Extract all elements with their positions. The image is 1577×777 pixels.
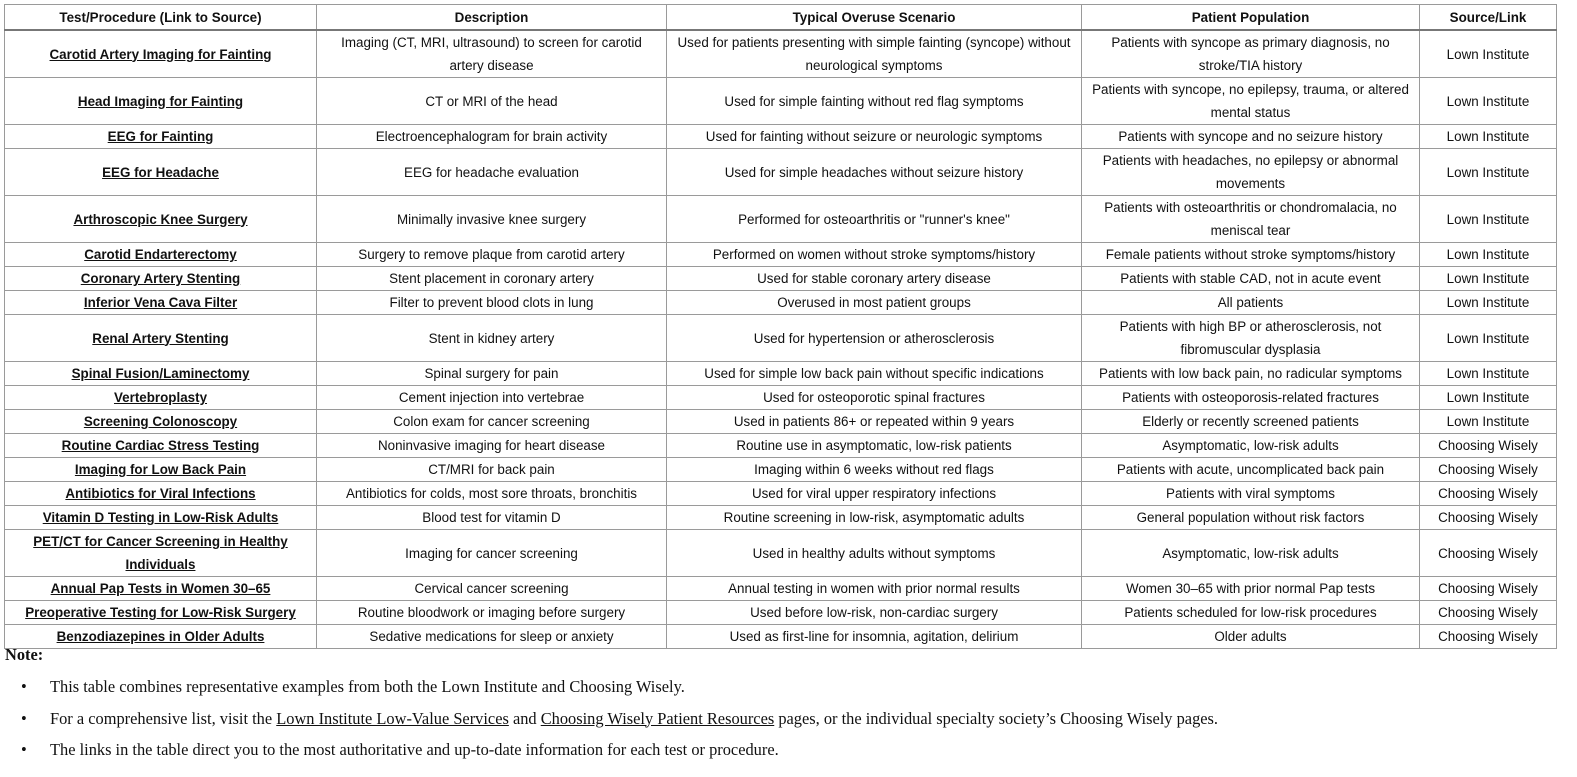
- scenario-cell: Annual testing in women with prior normal results: [667, 577, 1082, 601]
- population-cell: Patients with viral symptoms: [1082, 482, 1420, 506]
- scenario-cell: Used for patients presenting with simple fainting (syncope) without neurological symptoms: [667, 30, 1082, 78]
- description-cell: Sedative medications for sleep or anxiety: [317, 625, 667, 649]
- scenario-cell: Used for stable coronary artery disease: [667, 267, 1082, 291]
- population-cell: Patients with headaches, no epilepsy or abnormal movements: [1082, 149, 1420, 196]
- header-patient-population: Patient Population: [1082, 5, 1420, 31]
- scenario-cell: Used for hypertension or atherosclerosis: [667, 315, 1082, 362]
- source-cell: Lown Institute: [1420, 315, 1557, 362]
- description-cell: CT/MRI for back pain: [317, 458, 667, 482]
- table-row: [5, 315, 1557, 362]
- population-cell: Patients with syncope, no epilepsy, trauma, or altered mental status: [1082, 78, 1420, 125]
- description-cell: Filter to prevent blood clots in lung: [317, 291, 667, 315]
- note-text: This table combines representative examples from both the Lown Institute and Choosing Wisely.: [50, 677, 685, 696]
- source-cell: Lown Institute: [1420, 196, 1557, 243]
- header-description: Description: [317, 5, 667, 31]
- procedure-link[interactable]: PET/CT for Cancer Screening in Healthy Individuals: [5, 530, 317, 577]
- procedure-link[interactable]: Vitamin D Testing in Low-Risk Adults: [5, 506, 317, 530]
- bullet-icon: •: [21, 708, 27, 728]
- population-cell: Women 30–65 with prior normal Pap tests: [1082, 577, 1420, 601]
- description-cell: CT or MRI of the head: [317, 78, 667, 125]
- table-row: [5, 267, 1557, 291]
- population-cell: Elderly or recently screened patients: [1082, 410, 1420, 434]
- description-cell: Spinal surgery for pain: [317, 362, 667, 386]
- procedure-link[interactable]: Arthroscopic Knee Surgery: [5, 196, 317, 243]
- procedure-link[interactable]: Antibiotics for Viral Infections: [5, 482, 317, 506]
- table-header-row: [5, 5, 1557, 31]
- population-cell: All patients: [1082, 291, 1420, 315]
- procedure-link[interactable]: EEG for Headache: [5, 149, 317, 196]
- description-cell: Imaging (CT, MRI, ultrasound) to screen for carotid artery disease: [317, 30, 667, 78]
- procedure-link[interactable]: EEG for Fainting: [5, 125, 317, 149]
- document-table-wrapper: [4, 4, 1556, 649]
- note-text: and: [508, 708, 541, 728]
- choosing-wisely-patient-resources-link[interactable]: Choosing Wisely Patient Resources: [540, 708, 775, 728]
- procedure-link[interactable]: Renal Artery Stenting: [5, 315, 317, 362]
- table-row: [5, 362, 1557, 386]
- header-overuse-scenario: Typical Overuse Scenario: [667, 5, 1082, 31]
- source-cell: Lown Institute: [1420, 291, 1557, 315]
- table-row: [5, 530, 1557, 577]
- scenario-cell: Used for simple fainting without red flag symptoms: [667, 78, 1082, 125]
- low-value-services-table: [4, 4, 1557, 649]
- table-row: [5, 78, 1557, 125]
- description-cell: Surgery to remove plaque from carotid artery: [317, 243, 667, 267]
- scenario-cell: Used for viral upper respiratory infections: [667, 482, 1082, 506]
- description-cell: Stent in kidney artery: [317, 315, 667, 362]
- scenario-cell: Routine screening in low-risk, asymptomatic adults: [667, 506, 1082, 530]
- procedure-link[interactable]: Head Imaging for Fainting: [5, 78, 317, 125]
- source-cell: Lown Institute: [1420, 243, 1557, 267]
- source-cell: Lown Institute: [1420, 267, 1557, 291]
- procedure-link[interactable]: Carotid Artery Imaging for Fainting: [5, 30, 317, 78]
- table-row: [5, 149, 1557, 196]
- procedure-link[interactable]: Carotid Endarterectomy: [5, 243, 317, 267]
- source-cell: Lown Institute: [1420, 149, 1557, 196]
- table-row: [5, 482, 1557, 506]
- note-text: For a comprehensive list, visit the: [50, 708, 277, 728]
- source-cell: Choosing Wisely: [1420, 482, 1557, 506]
- source-cell: Choosing Wisely: [1420, 601, 1557, 625]
- procedure-link[interactable]: Coronary Artery Stenting: [5, 267, 317, 291]
- table-row: [5, 125, 1557, 149]
- source-cell: Choosing Wisely: [1420, 506, 1557, 530]
- population-cell: Patients with acute, uncomplicated back pain: [1082, 458, 1420, 482]
- description-cell: Cement injection into vertebrae: [317, 386, 667, 410]
- table-row: [5, 291, 1557, 315]
- table-row: [5, 458, 1557, 482]
- note-item: [21, 671, 1218, 703]
- note-text: The links in the table direct you to the most authoritative and up-to-date information for each test or procedure.: [50, 740, 779, 759]
- procedure-link[interactable]: Routine Cardiac Stress Testing: [5, 434, 317, 458]
- scenario-cell: Used as first-line for insomnia, agitation, delirium: [667, 625, 1082, 649]
- population-cell: Patients with syncope and no seizure history: [1082, 125, 1420, 149]
- population-cell: General population without risk factors: [1082, 506, 1420, 530]
- note-text: pages, or the individual specialty society’s Choosing Wisely pages.: [774, 708, 1219, 728]
- source-cell: Choosing Wisely: [1420, 625, 1557, 649]
- population-cell: Asymptomatic, low-risk adults: [1082, 434, 1420, 458]
- source-cell: Choosing Wisely: [1420, 434, 1557, 458]
- description-cell: Antibiotics for colds, most sore throats, bronchitis: [317, 482, 667, 506]
- source-cell: Choosing Wisely: [1420, 530, 1557, 577]
- note-item: [21, 734, 1218, 766]
- population-cell: Patients with osteoarthritis or chondromalacia, no meniscal tear: [1082, 196, 1420, 243]
- table-row: [5, 243, 1557, 267]
- description-cell: Cervical cancer screening: [317, 577, 667, 601]
- population-cell: Patients with syncope as primary diagnosis, no stroke/TIA history: [1082, 30, 1420, 78]
- note-label: Note:: [5, 645, 44, 664]
- header-source-link: Source/Link: [1420, 5, 1557, 31]
- population-cell: Asymptomatic, low-risk adults: [1082, 530, 1420, 577]
- population-cell: Female patients without stroke symptoms/history: [1082, 243, 1420, 267]
- bullet-icon: •: [21, 677, 27, 696]
- description-cell: Imaging for cancer screening: [317, 530, 667, 577]
- description-cell: EEG for headache evaluation: [317, 149, 667, 196]
- description-cell: Routine bloodwork or imaging before surgery: [317, 601, 667, 625]
- description-cell: Minimally invasive knee surgery: [317, 196, 667, 243]
- population-cell: Patients with high BP or atherosclerosis, not fibromuscular dysplasia: [1082, 315, 1420, 362]
- scenario-cell: Overused in most patient groups: [667, 291, 1082, 315]
- scenario-cell: Used before low-risk, non-cardiac surgery: [667, 601, 1082, 625]
- table-row: [5, 410, 1557, 434]
- scenario-cell: Used in healthy adults without symptoms: [667, 530, 1082, 577]
- bullet-icon: •: [21, 740, 27, 759]
- population-cell: Patients with stable CAD, not in acute event: [1082, 267, 1420, 291]
- source-cell: Lown Institute: [1420, 410, 1557, 434]
- table-row: [5, 386, 1557, 410]
- procedure-link[interactable]: Screening Colonoscopy: [5, 410, 317, 434]
- scenario-cell: Routine use in asymptomatic, low-risk patients: [667, 434, 1082, 458]
- scenario-cell: Imaging within 6 weeks without red flags: [667, 458, 1082, 482]
- population-cell: Older adults: [1082, 625, 1420, 649]
- population-cell: Patients scheduled for low-risk procedures: [1082, 601, 1420, 625]
- scenario-cell: Used for fainting without seizure or neurologic symptoms: [667, 125, 1082, 149]
- source-cell: Lown Institute: [1420, 125, 1557, 149]
- procedure-link[interactable]: Imaging for Low Back Pain: [5, 458, 317, 482]
- table-row: [5, 196, 1557, 243]
- note-list: [5, 671, 1218, 766]
- procedure-link[interactable]: Vertebroplasty: [5, 386, 317, 410]
- source-cell: Lown Institute: [1420, 386, 1557, 410]
- header-test-procedure: Test/Procedure (Link to Source): [5, 5, 317, 31]
- note-item: [21, 703, 1219, 735]
- procedure-link[interactable]: Annual Pap Tests in Women 30–65: [5, 577, 317, 601]
- population-cell: Patients with low back pain, no radicular symptoms: [1082, 362, 1420, 386]
- description-cell: Electroencephalogram for brain activity: [317, 125, 667, 149]
- description-cell: Blood test for vitamin D: [317, 506, 667, 530]
- source-cell: Lown Institute: [1420, 30, 1557, 78]
- source-cell: Choosing Wisely: [1420, 577, 1557, 601]
- scenario-cell: Used in patients 86+ or repeated within 9 years: [667, 410, 1082, 434]
- scenario-cell: Performed for osteoarthritis or "runner's knee": [667, 196, 1082, 243]
- procedure-link[interactable]: Benzodiazepines in Older Adults: [5, 625, 317, 649]
- population-cell: Patients with osteoporosis-related fractures: [1082, 386, 1420, 410]
- source-cell: Lown Institute: [1420, 78, 1557, 125]
- source-cell: Choosing Wisely: [1420, 458, 1557, 482]
- scenario-cell: Performed on women without stroke symptoms/history: [667, 243, 1082, 267]
- table-row: [5, 601, 1557, 625]
- table-row: [5, 30, 1557, 78]
- description-cell: Noninvasive imaging for heart disease: [317, 434, 667, 458]
- scenario-cell: Used for osteoporotic spinal fractures: [667, 386, 1082, 410]
- lown-low-value-services-link[interactable]: Lown Institute Low-Value Services: [276, 708, 509, 728]
- scenario-cell: Used for simple headaches without seizure history: [667, 149, 1082, 196]
- scenario-cell: Used for simple low back pain without specific indications: [667, 362, 1082, 386]
- table-row: [5, 434, 1557, 458]
- source-cell: Lown Institute: [1420, 362, 1557, 386]
- description-cell: Stent placement in coronary artery: [317, 267, 667, 291]
- procedure-link[interactable]: Spinal Fusion/Laminectomy: [5, 362, 317, 386]
- table-row: [5, 506, 1557, 530]
- procedure-link[interactable]: Preoperative Testing for Low-Risk Surgery: [5, 601, 317, 625]
- description-cell: Colon exam for cancer screening: [317, 410, 667, 434]
- procedure-link[interactable]: Inferior Vena Cava Filter: [5, 291, 317, 315]
- note-section: [5, 645, 1218, 766]
- table-row: [5, 577, 1557, 601]
